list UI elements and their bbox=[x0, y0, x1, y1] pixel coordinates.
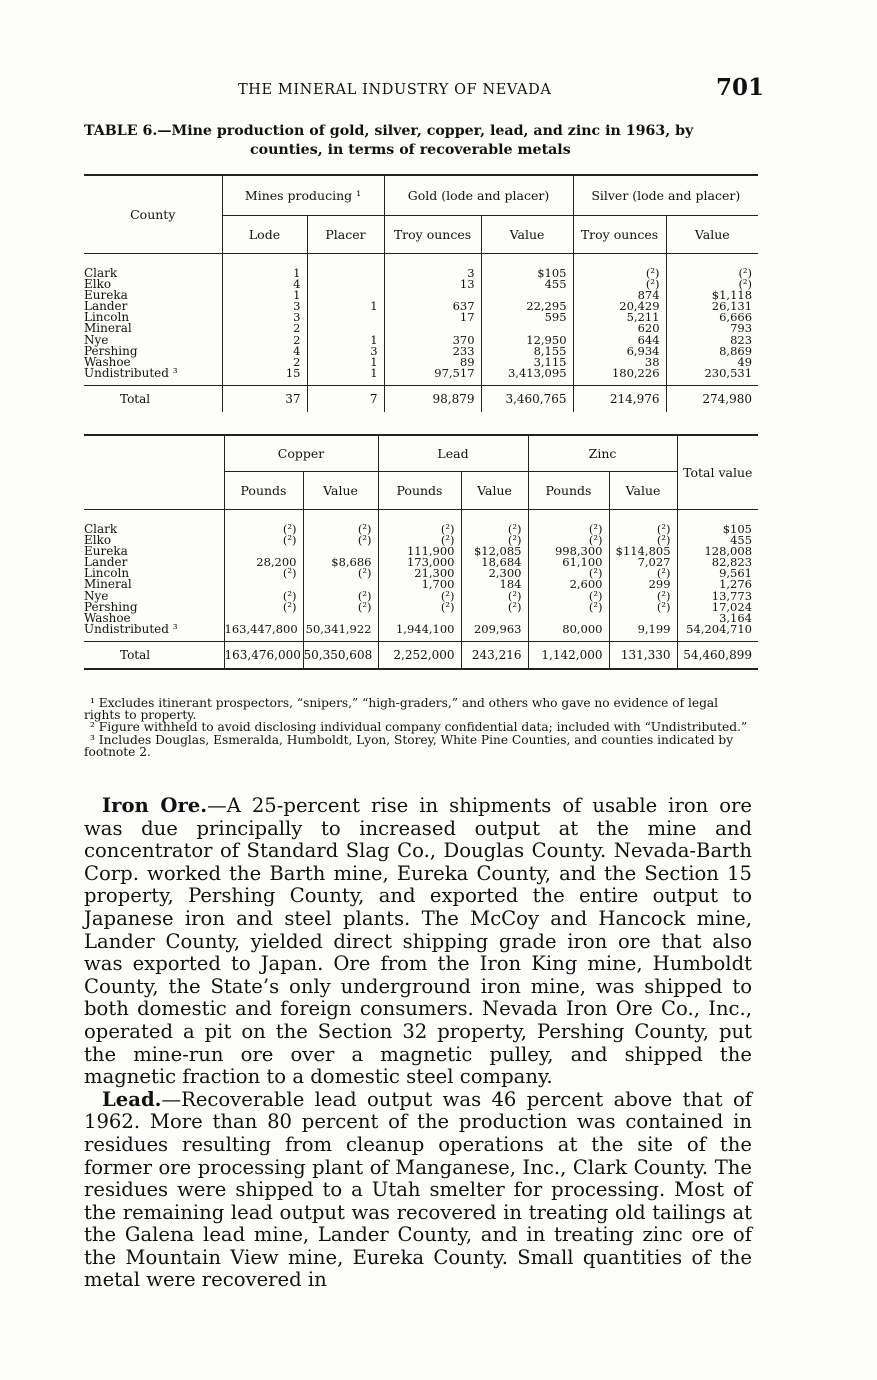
table1-body-row bbox=[84, 253, 758, 386]
county-name: Lincoln bbox=[84, 566, 130, 581]
county-name: Mineral bbox=[84, 577, 132, 592]
county-name: Eureka bbox=[84, 543, 128, 558]
table-cell: (²) bbox=[656, 588, 671, 603]
table-cell: 6,934 bbox=[626, 343, 660, 358]
table-cell: 1 bbox=[370, 366, 378, 381]
gold-value-header: Value bbox=[481, 215, 573, 253]
table-cell: 209,963 bbox=[473, 622, 522, 637]
silver-header: Silver (lode and placer) bbox=[573, 175, 758, 215]
production-table-part1 bbox=[84, 174, 758, 412]
table-cell: 82,823 bbox=[711, 555, 753, 570]
table-cell bbox=[308, 312, 378, 323]
table1-total-row bbox=[84, 386, 758, 413]
total-cell: 1,142,000 bbox=[528, 642, 609, 670]
page-number: 701 bbox=[716, 74, 765, 101]
table-cell: 299 bbox=[648, 577, 671, 592]
table-cell: 15 bbox=[285, 366, 301, 381]
total-cell: 3,460,765 bbox=[481, 386, 573, 413]
table-cell: 1,944,100 bbox=[395, 622, 455, 637]
mines-producing-header: Mines producing ¹ bbox=[222, 175, 384, 215]
body-text bbox=[84, 795, 752, 1292]
table-cell: 3,413,095 bbox=[507, 366, 567, 381]
table-cell: 6,666 bbox=[719, 310, 753, 325]
table-cell: 9,561 bbox=[719, 566, 753, 581]
county-name: Nye bbox=[84, 588, 109, 603]
copper-pounds-header: Pounds bbox=[224, 471, 303, 509]
total-cell: 131,330 bbox=[609, 642, 677, 670]
table-cell: 17,024 bbox=[711, 599, 753, 614]
table-cell: (²) bbox=[357, 566, 372, 581]
county-name: Lander bbox=[84, 555, 128, 570]
total-label: Total bbox=[120, 392, 151, 407]
lead-text: —Recoverable lead output was 46 percent above that of 1962. More than 80 percent of the production was contained in residues resulting from cleanup operations at the site of the former ore processing plant of Manganese, Inc., Clark County. The residues were shipped to a Utah smelter for processing. Most of the remaining lead output was recovered in treating old tailings at the Galena lead mine, Lander County, and in treating zinc ore of the Mountain View mine, Eureka County. Small quantities of the metal were recovered in bbox=[84, 1087, 752, 1292]
table-cell: 13 bbox=[459, 276, 475, 291]
table-cell: 4 bbox=[293, 276, 301, 291]
total-cell: 274,980 bbox=[666, 386, 758, 413]
table-cell: 3,115 bbox=[533, 355, 567, 369]
table-cell: 184 bbox=[499, 577, 522, 592]
table-cell: (²) bbox=[645, 265, 660, 280]
table-cell bbox=[308, 290, 378, 301]
table-cell: 4 bbox=[293, 343, 301, 358]
table-cell: 12,950 bbox=[526, 332, 567, 347]
county-name: Elko bbox=[84, 532, 112, 547]
table-cell: 180,226 bbox=[611, 366, 660, 381]
gold-header: Gold (lode and placer) bbox=[384, 175, 573, 215]
county-name: Undistributed ³ bbox=[84, 366, 178, 381]
table-cell: 17 bbox=[459, 310, 475, 325]
zinc-value-column bbox=[609, 509, 677, 642]
lead-header: Lead bbox=[378, 435, 528, 471]
county-name: Undistributed ³ bbox=[84, 622, 178, 637]
table-cell: 455 bbox=[544, 276, 567, 291]
county-name: Eureka bbox=[84, 287, 128, 302]
table-cell: (²) bbox=[282, 532, 297, 547]
table-cell: 54,204,710 bbox=[686, 622, 753, 637]
table-cell: 823 bbox=[730, 332, 753, 347]
lead-pounds-header: Pounds bbox=[378, 471, 461, 509]
table-cell: 8,155 bbox=[533, 343, 567, 358]
total-cell: 2,252,000 bbox=[378, 642, 461, 670]
silver-value-header: Value bbox=[666, 215, 758, 253]
total-cell: 50,350,608 bbox=[303, 642, 378, 670]
placer-header: Placer bbox=[307, 215, 384, 253]
table-cell: (²) bbox=[588, 532, 603, 547]
table-cell: 21,300 bbox=[414, 566, 455, 581]
table-cell: 2,600 bbox=[569, 577, 603, 592]
table-cell: (²) bbox=[507, 599, 522, 614]
total-label: Total bbox=[120, 648, 151, 663]
table-cell: 793 bbox=[730, 321, 753, 336]
total-cell: 243,216 bbox=[461, 642, 528, 670]
table-cell: $105 bbox=[722, 521, 753, 536]
table-cell: (²) bbox=[507, 532, 522, 547]
silver-ounces-column bbox=[573, 253, 666, 386]
table-cell: (²) bbox=[507, 521, 522, 536]
table-cell: 1,276 bbox=[719, 577, 753, 592]
table-cell: 28,200 bbox=[256, 555, 297, 570]
table-cell: 1 bbox=[370, 299, 378, 314]
table-cell: (²) bbox=[357, 532, 372, 547]
table-cell: 644 bbox=[637, 332, 660, 347]
table-cell: 8,869 bbox=[719, 343, 753, 358]
table-cell: (²) bbox=[738, 265, 753, 280]
table-cell: (²) bbox=[282, 521, 297, 536]
table-cell: 1 bbox=[293, 265, 301, 280]
table-cell: 637 bbox=[452, 299, 475, 314]
table-cell: 595 bbox=[544, 310, 567, 325]
county-name: Washoe bbox=[84, 611, 131, 625]
silver-value-column bbox=[666, 253, 758, 386]
table-caption bbox=[84, 122, 764, 160]
table-cell: 80,000 bbox=[562, 622, 603, 637]
county-list bbox=[84, 253, 222, 386]
gold-value-column bbox=[481, 253, 573, 386]
county-name: Pershing bbox=[84, 343, 138, 358]
total-cell: 37 bbox=[222, 386, 307, 413]
table-cell: (²) bbox=[282, 588, 297, 603]
table-footnotes bbox=[84, 697, 756, 758]
iron-ore-text: —A 25-percent rise in shipments of usable iron ore was due principally to increased output at the mine and concentrator of Standard Slag Co., Douglas County. Nevada-Barth Corp. worked the Barth mine, Eureka County, and the Section 15 property, Pershing County, and exported the entire output to Japanese iron and steel plants. The McCoy and Hancock mine, Lander County, yielded direct shipping grade iron ore that also was exported to Japan. Ore from the Iron King mine, Humboldt County, the State’s only underground iron mine, was shipped to both domestic and foreign consumers. Nevada Iron Ore Co., Inc., operated a pit on the Section 32 property, Pershing County, put the mine-run ore over a magnetic pulley, and shipped the magnetic fraction to a domestic steel company. bbox=[84, 794, 752, 1089]
table-cell: $12,085 bbox=[473, 543, 522, 558]
table-cell: 233 bbox=[452, 343, 475, 358]
table-cell: 874 bbox=[637, 287, 660, 302]
table-cell: (²) bbox=[656, 521, 671, 536]
table-cell: 20,429 bbox=[619, 299, 660, 314]
county-name: Pershing bbox=[84, 599, 138, 614]
table-cell: $105 bbox=[537, 265, 567, 280]
lode-column bbox=[222, 253, 307, 386]
table-cell: 1 bbox=[370, 332, 378, 347]
table-cell: 61,100 bbox=[562, 555, 603, 570]
table-cell: (²) bbox=[282, 599, 297, 614]
table-cell: (²) bbox=[440, 521, 455, 536]
table-cell: (²) bbox=[738, 276, 753, 291]
county-name: Clark bbox=[84, 521, 118, 536]
table-cell: 2 bbox=[293, 321, 301, 336]
caption-line-1: TABLE 6.—Mine production of gold, silver, copper, lead, and zinc in 1963, by bbox=[84, 123, 694, 139]
table-cell: 5,211 bbox=[626, 310, 660, 325]
table-cell: 13,773 bbox=[711, 588, 753, 603]
table-cell: (²) bbox=[440, 599, 455, 614]
lode-header: Lode bbox=[222, 215, 307, 253]
county-header: County bbox=[84, 175, 222, 253]
total-cell: 98,879 bbox=[384, 386, 481, 413]
table-cell: (²) bbox=[588, 599, 603, 614]
table-cell: (²) bbox=[440, 532, 455, 547]
caption-line-2: counties, in terms of recoverable metals bbox=[250, 142, 571, 158]
lead-value-header: Value bbox=[461, 471, 528, 509]
lead-heading: Lead. bbox=[102, 1087, 162, 1111]
placer-column bbox=[307, 253, 384, 386]
total-cell: 7 bbox=[307, 386, 384, 413]
table-cell: 163,447,800 bbox=[224, 622, 298, 637]
zinc-header: Zinc bbox=[528, 435, 677, 471]
table-cell: 49 bbox=[737, 355, 753, 369]
total-value-header: Total value bbox=[677, 435, 758, 509]
total-cell: 214,976 bbox=[573, 386, 666, 413]
table-cell: (²) bbox=[357, 588, 372, 603]
copper-value-header: Value bbox=[303, 471, 378, 509]
table2-body-row bbox=[84, 509, 758, 642]
table-cell: 3 bbox=[467, 265, 475, 280]
table-cell: 26,131 bbox=[711, 299, 753, 314]
table-cell: 128,008 bbox=[704, 543, 753, 558]
county-list bbox=[84, 509, 224, 642]
table-cell: 9,199 bbox=[637, 622, 671, 637]
table-cell: 455 bbox=[730, 532, 753, 547]
table-cell: (²) bbox=[507, 588, 522, 603]
table-cell: 89 bbox=[459, 355, 475, 369]
table-cell: 998,300 bbox=[554, 543, 603, 558]
running-title: THE MINERAL INDUSTRY OF NEVADA bbox=[238, 82, 552, 98]
footnote-1: ¹ Excludes itinerant prospectors, “snipers,” “high-graders,” and others who gave no evidence of legal rights to property. bbox=[84, 696, 719, 723]
table-cell: 173,000 bbox=[406, 555, 455, 570]
total-value-column bbox=[677, 509, 758, 642]
county-name: Lincoln bbox=[84, 310, 130, 325]
county-name: Washoe bbox=[84, 355, 131, 369]
table-cell: $114,805 bbox=[615, 543, 671, 558]
table-cell bbox=[308, 268, 378, 279]
lead-pounds-column bbox=[378, 509, 461, 642]
production-table-part2 bbox=[84, 434, 758, 670]
page-header bbox=[0, 74, 877, 108]
table-cell: 22,295 bbox=[526, 299, 567, 314]
table-cell: 97,517 bbox=[434, 366, 475, 381]
table-cell: 1 bbox=[370, 355, 378, 369]
table-cell: 230,531 bbox=[704, 366, 753, 381]
gold-ounces-column bbox=[384, 253, 481, 386]
table-cell: (²) bbox=[656, 532, 671, 547]
table-cell: (²) bbox=[588, 588, 603, 603]
table-cell: (²) bbox=[656, 599, 671, 614]
table-cell: 3 bbox=[370, 343, 378, 358]
table2-total-row bbox=[84, 642, 758, 670]
silver-ounces-header: Troy ounces bbox=[573, 215, 666, 253]
table-cell: 1 bbox=[293, 287, 301, 302]
table-cell bbox=[308, 279, 378, 290]
table-cell: 1,700 bbox=[421, 577, 455, 592]
table-cell: (²) bbox=[357, 521, 372, 536]
table-cell: 38 bbox=[644, 355, 660, 369]
county-name: Elko bbox=[84, 276, 112, 291]
footnote-2: ² Figure withheld to avoid disclosing individual company confidential data; included with “Undistributed.” bbox=[90, 720, 748, 735]
table-cell: 50,341,922 bbox=[305, 622, 372, 637]
table-cell: 3,164 bbox=[719, 611, 753, 625]
lead-paragraph bbox=[84, 1089, 752, 1292]
county-name: Lander bbox=[84, 299, 128, 314]
table-cell: 111,900 bbox=[406, 543, 455, 558]
county-name: Mineral bbox=[84, 321, 132, 336]
table-cell: 18,684 bbox=[481, 555, 522, 570]
table-cell: (²) bbox=[645, 276, 660, 291]
county-header-blank bbox=[84, 435, 224, 509]
copper-value-column bbox=[303, 509, 378, 642]
table-cell: 370 bbox=[452, 332, 475, 347]
county-name: Nye bbox=[84, 332, 109, 347]
iron-ore-heading: Iron Ore. bbox=[102, 794, 208, 817]
county-name: Clark bbox=[84, 265, 118, 280]
zinc-value-header: Value bbox=[609, 471, 677, 509]
table-cell: (²) bbox=[588, 521, 603, 536]
zinc-pounds-header: Pounds bbox=[528, 471, 609, 509]
copper-pounds-column bbox=[224, 509, 303, 642]
table-cell: (²) bbox=[282, 566, 297, 581]
table-cell: $1,118 bbox=[711, 287, 753, 302]
lead-value-column bbox=[461, 509, 528, 642]
table-cell: 2 bbox=[293, 355, 301, 369]
table-cell: 2,300 bbox=[488, 566, 522, 581]
table-cell: 620 bbox=[637, 321, 660, 336]
table-cell: (²) bbox=[357, 599, 372, 614]
table-cell: (²) bbox=[440, 588, 455, 603]
table-cell: 2 bbox=[293, 332, 301, 347]
gold-ounces-header: Troy ounces bbox=[384, 215, 481, 253]
total-cell: 163,476,000 bbox=[224, 642, 303, 670]
table-cell bbox=[308, 323, 378, 334]
iron-ore-paragraph bbox=[84, 795, 752, 1089]
table-cell: 7,027 bbox=[637, 555, 671, 570]
table-cell: (²) bbox=[656, 566, 671, 581]
footnote-3: ³ Includes Douglas, Esmeralda, Humboldt, Lyon, Storey, White Pine Counties, and counties indicated by footnote 2. bbox=[84, 732, 734, 759]
zinc-pounds-column bbox=[528, 509, 609, 642]
table-cell: 3 bbox=[293, 310, 301, 325]
total-cell: 54,460,899 bbox=[677, 642, 758, 670]
copper-header: Copper bbox=[224, 435, 378, 471]
table-cell: $8,686 bbox=[331, 555, 372, 570]
table-cell: 3 bbox=[293, 299, 301, 314]
table-cell: (²) bbox=[588, 566, 603, 581]
